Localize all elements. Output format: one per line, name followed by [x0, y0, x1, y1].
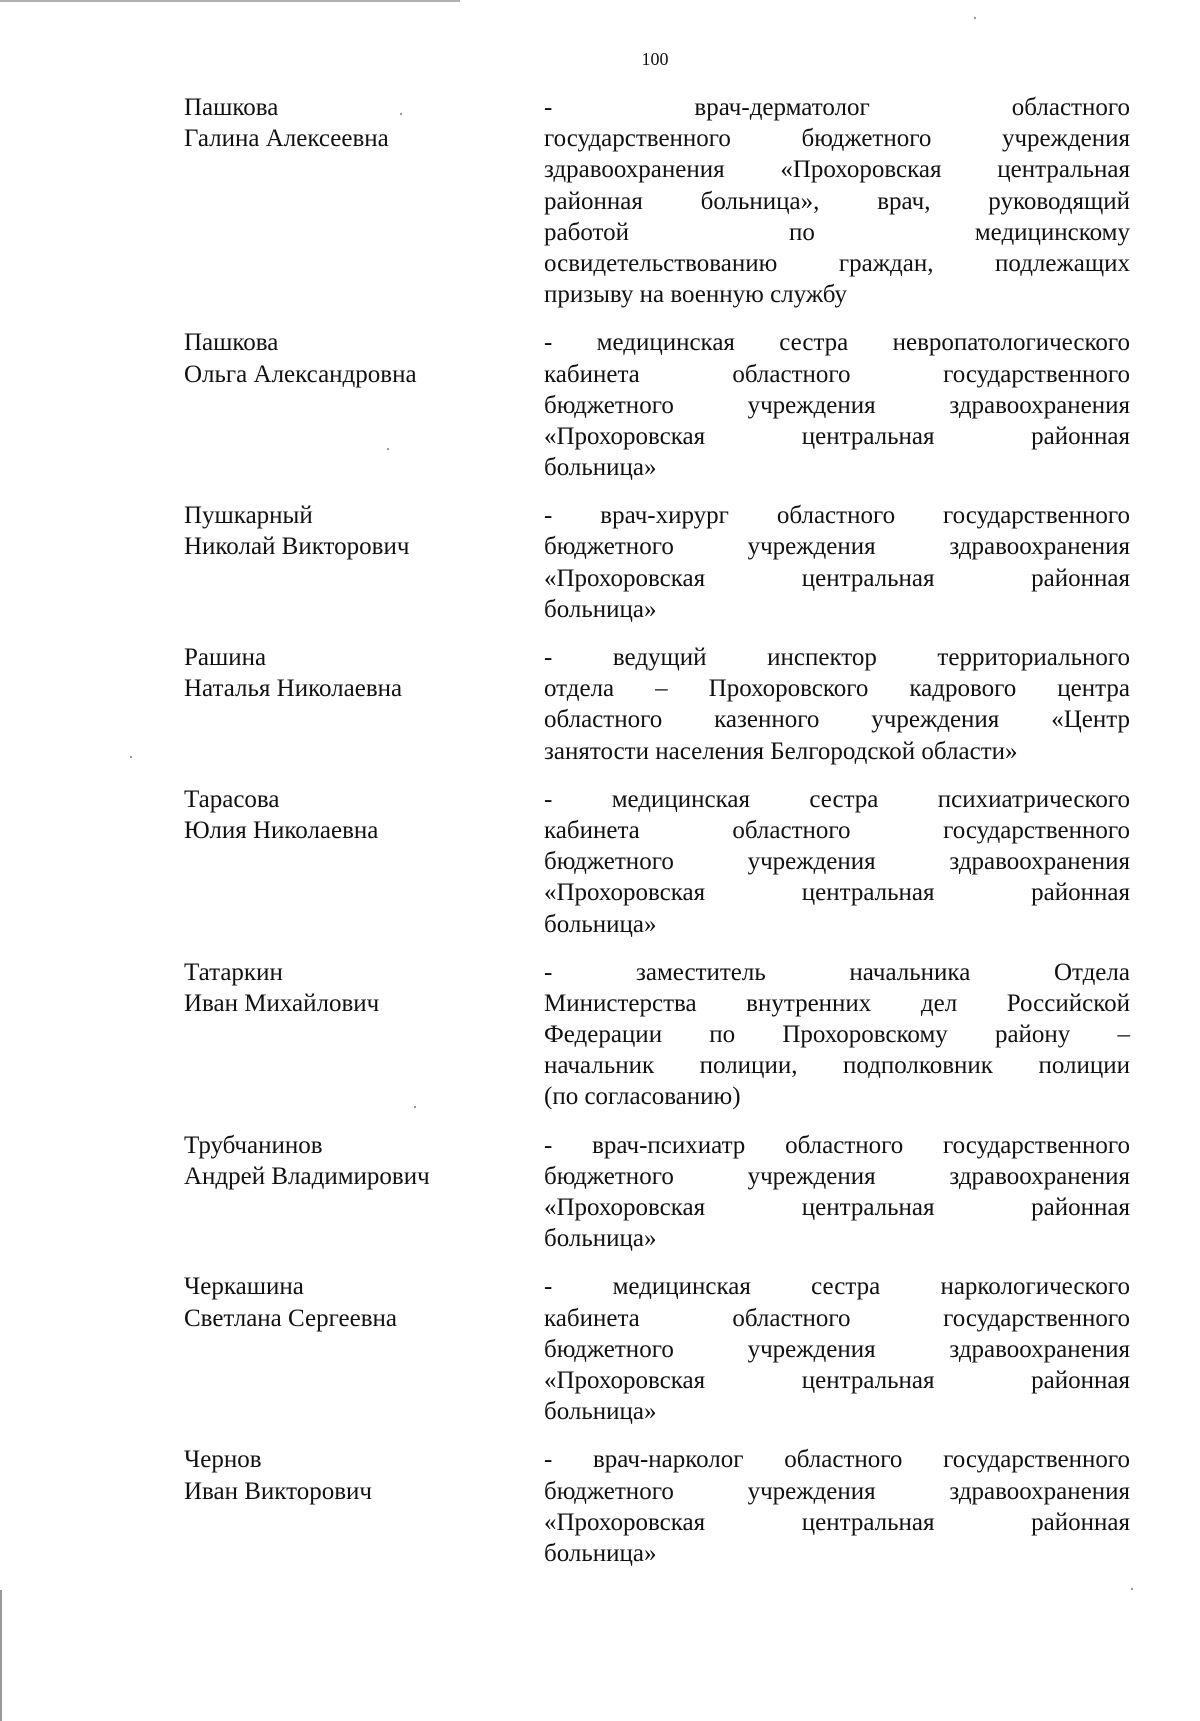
position-line: работой по медицинскому	[544, 218, 1130, 246]
position-line: (по согласованию)	[544, 1083, 741, 1111]
position-line: - медицинская сестра невропатологического	[544, 329, 1130, 357]
scan-speck	[1131, 1588, 1133, 1590]
position-line: занятости населения Белгородской области»	[544, 737, 1018, 765]
member-surname: Рашина	[184, 644, 267, 671]
member-entry	[184, 784, 1130, 940]
position-line: «Прохоровская центральная районная	[544, 1194, 1130, 1221]
member-surname: Пашкова	[184, 94, 279, 121]
scan-speck	[130, 756, 132, 758]
member-given-names: Иван Михайлович	[184, 989, 380, 1017]
member-name	[184, 327, 544, 483]
member-entry	[184, 1444, 1130, 1569]
position-line: «Прохоровская центральная районная	[544, 1366, 1130, 1394]
member-position	[544, 1444, 1130, 1569]
member-given-names: Светлана Сергеевна	[184, 1304, 398, 1332]
member-entry	[184, 500, 1130, 625]
member-position	[544, 1130, 1130, 1255]
position-line: - врач-хирург областного государственного	[544, 502, 1130, 530]
member-name	[184, 957, 544, 1113]
member-given-names: Ольга Александровна	[184, 360, 417, 388]
position-line: начальник полиции, подполковник полиции	[544, 1052, 1130, 1080]
position-line: бюджетного учреждения здравоохранения	[544, 848, 1130, 876]
position-line: кабинета областного государственного	[544, 360, 1130, 388]
member-surname: Тарасова	[184, 785, 280, 813]
position-line: «Прохоровская центральная районная	[544, 1508, 1130, 1536]
member-position	[544, 784, 1130, 940]
member-name	[184, 1271, 544, 1427]
scan-edge-top	[0, 0, 460, 2]
member-surname: Чернов	[184, 1446, 262, 1474]
position-line: областного казенного учреждения «Центр	[544, 706, 1130, 734]
member-surname: Пашкова	[184, 329, 279, 357]
position-line: кабинета областного государственного	[544, 1304, 1130, 1332]
position-line: больница»	[544, 1398, 657, 1426]
member-position	[544, 92, 1130, 310]
member-name	[184, 1444, 544, 1569]
member-given-names: Иван Викторович	[184, 1477, 372, 1505]
position-line: бюджетного учреждения здравоохранения	[544, 533, 1130, 561]
scan-edge-left	[0, 1590, 2, 1721]
position-line: - медицинская сестра психиатрического	[544, 785, 1130, 813]
position-line: больница»	[544, 454, 657, 482]
member-entry	[184, 1271, 1130, 1427]
position-line: больница»	[544, 1225, 657, 1253]
position-line: «Прохоровская центральная районная	[544, 564, 1130, 592]
member-entry	[184, 327, 1130, 483]
member-surname: Пушкарный	[184, 502, 313, 530]
position-line: бюджетного учреждения здравоохранения	[544, 1335, 1130, 1363]
member-name	[184, 784, 544, 940]
member-position	[544, 1271, 1130, 1427]
member-position	[544, 957, 1130, 1113]
member-entry	[184, 92, 1130, 310]
position-line: - медицинская сестра наркологического	[544, 1273, 1130, 1301]
position-line: отдела – Прохоровского кадрового центра	[544, 675, 1130, 703]
position-line: бюджетного учреждения здравоохранения	[544, 1477, 1130, 1505]
member-entry	[184, 957, 1130, 1113]
member-name	[184, 92, 544, 310]
position-line: Федерации по Прохоровскому району –	[544, 1021, 1130, 1049]
member-position	[544, 500, 1130, 625]
member-position	[544, 327, 1130, 483]
position-line: кабинета областного государственного	[544, 816, 1130, 844]
position-line: «Прохоровская центральная районная	[544, 422, 1130, 450]
position-line: освидетельствованию граждан, подлежащих	[544, 249, 1130, 277]
member-given-names: Николай Викторович	[184, 533, 410, 561]
position-line: государственного бюджетного учреждения	[544, 125, 1130, 153]
member-surname: Татаркин	[184, 958, 283, 986]
position-line: - врач-психиатр областного государственного	[544, 1131, 1130, 1159]
position-line: больница»	[544, 1539, 657, 1567]
member-given-names: Галина Алексеевна	[184, 125, 389, 153]
member-entry	[184, 1130, 1130, 1255]
position-line: здравоохранения «Прохоровская центральная	[544, 156, 1130, 184]
position-line: - ведущий инспектор территориального	[544, 644, 1130, 671]
position-line: - врач-дерматолог областного	[544, 94, 1130, 121]
member-name	[184, 1130, 544, 1255]
position-line: - врач-нарколог областного государственного	[544, 1446, 1130, 1474]
member-given-names: Наталья Николаевна	[184, 675, 403, 703]
member-name	[184, 642, 544, 767]
position-line: бюджетного учреждения здравоохранения	[544, 1162, 1130, 1190]
member-position	[544, 642, 1130, 767]
position-line: больница»	[544, 910, 657, 938]
position-line: - заместитель начальника Отдела	[544, 958, 1130, 986]
member-surname: Трубчанинов	[184, 1131, 323, 1159]
scan-speck	[974, 17, 976, 19]
position-line: Министерства внутренних дел Российской	[544, 989, 1130, 1017]
position-line: районная больница», врач, руководящий	[544, 187, 1130, 215]
position-line: бюджетного учреждения здравоохранения	[544, 391, 1130, 419]
member-list	[184, 92, 1130, 1586]
member-given-names: Юлия Николаевна	[184, 816, 379, 844]
member-given-names: Андрей Владимирович	[184, 1162, 430, 1190]
member-name	[184, 500, 544, 625]
member-surname: Черкашина	[184, 1273, 304, 1301]
member-entry	[184, 642, 1130, 767]
position-line: больница»	[544, 595, 657, 623]
position-line: «Прохоровская центральная районная	[544, 879, 1130, 907]
page-number: 100	[641, 49, 669, 69]
position-line: призыву на военную службу	[544, 281, 848, 309]
